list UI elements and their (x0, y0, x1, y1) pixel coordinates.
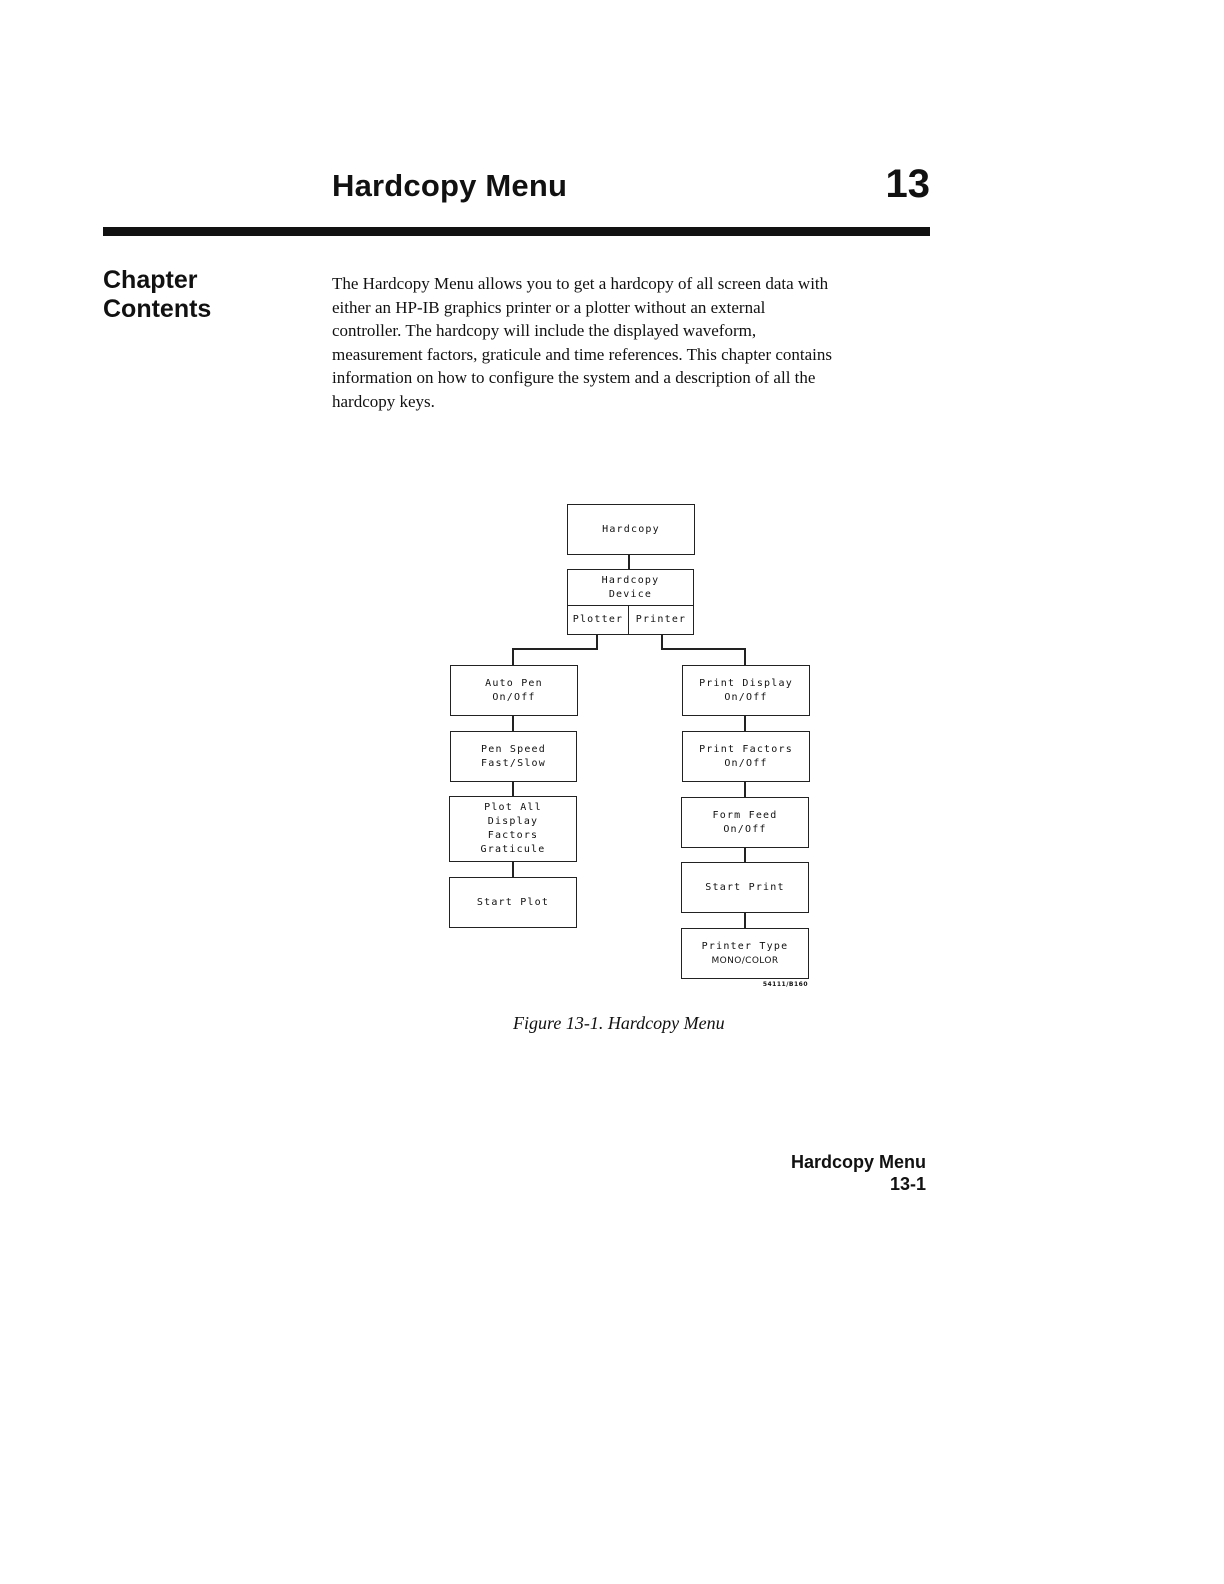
paragraph-line: hardcopy keys. (332, 391, 435, 411)
paragraph-line: measurement factors, graticule and time references. This chapter contains (332, 344, 833, 364)
paragraph-line: either an HP-IB graphics printer or a plotter without an external (332, 297, 766, 317)
connector-line (512, 781, 514, 796)
page-number: 13-1 (889, 1174, 926, 1194)
connector-line (512, 861, 514, 877)
paragraph-line: information on how to configure the system and a description of all the (332, 368, 816, 388)
figure-code: 54111/B160 (762, 981, 808, 988)
key-label: Print Display (699, 677, 793, 689)
hardcopy-key (567, 504, 695, 555)
pen-speed-key (450, 731, 577, 782)
connector-line (512, 715, 514, 731)
heading-line: Chapter (103, 266, 198, 294)
key-label: MONO/COLOR (711, 955, 779, 966)
key-label: Display (487, 816, 539, 827)
option-label: Plotter (572, 614, 624, 625)
print-display-key (682, 665, 810, 716)
key-label: Print Factors (699, 743, 793, 755)
connector-line (596, 634, 598, 648)
chapter-number: 13 (885, 162, 930, 206)
key-label: Device (608, 588, 653, 600)
plotter-option (567, 605, 629, 635)
form-feed-key (681, 797, 809, 848)
plot-all-key (449, 796, 577, 862)
key-label: Form Feed (712, 809, 778, 821)
connector-line (661, 634, 663, 648)
key-label: Start Plot (476, 896, 550, 908)
start-print-key (681, 862, 809, 913)
key-label: Fast/Slow (481, 757, 546, 769)
printer-option (628, 605, 694, 635)
key-label: Plot All (484, 802, 542, 813)
connector-line (744, 847, 746, 862)
key-label: On/Off (724, 757, 768, 769)
printer-type-key (681, 928, 809, 979)
key-label: Start Print (705, 881, 785, 893)
heading-line: Contents (103, 295, 212, 323)
connector-line (512, 648, 514, 665)
chapter-contents-heading (103, 266, 211, 324)
auto-pen-key (450, 665, 578, 716)
key-label: Factors (487, 830, 539, 841)
header-rule (103, 227, 930, 236)
chapter-title: Hardcopy Menu (332, 168, 568, 203)
key-label: Auto Pen (485, 677, 543, 689)
figure-caption: Figure 13-1. Hardcopy Menu (513, 1013, 725, 1033)
hardcopy-device-key (567, 569, 694, 606)
print-factors-key (682, 731, 810, 782)
key-label: On/Off (723, 823, 767, 835)
paragraph-line: The Hardcopy Menu allows you to get a hardcopy of all screen data with (332, 274, 829, 293)
connector-line (744, 781, 746, 797)
key-label: Pen Speed (481, 743, 546, 755)
connector-line (628, 555, 630, 569)
page-footer (700, 1151, 926, 1195)
connector-line (512, 648, 598, 650)
key-label: Printer Type (701, 940, 789, 952)
connector-line (744, 912, 746, 928)
option-label: Printer (635, 614, 687, 625)
key-label: Hardcopy (601, 574, 660, 586)
paragraph-line: controller. The hardcopy will include the displayed waveform, (332, 321, 757, 341)
key-label: On/Off (724, 691, 768, 703)
connector-line (744, 648, 746, 665)
key-label: Hardcopy (602, 523, 660, 535)
key-label: Graticule (480, 844, 546, 855)
footer-title: Hardcopy Menu (790, 1152, 926, 1172)
intro-paragraph (332, 272, 932, 414)
connector-line (744, 715, 746, 731)
start-plot-key (449, 877, 577, 928)
connector-line (661, 648, 746, 650)
key-label: On/Off (492, 691, 536, 703)
